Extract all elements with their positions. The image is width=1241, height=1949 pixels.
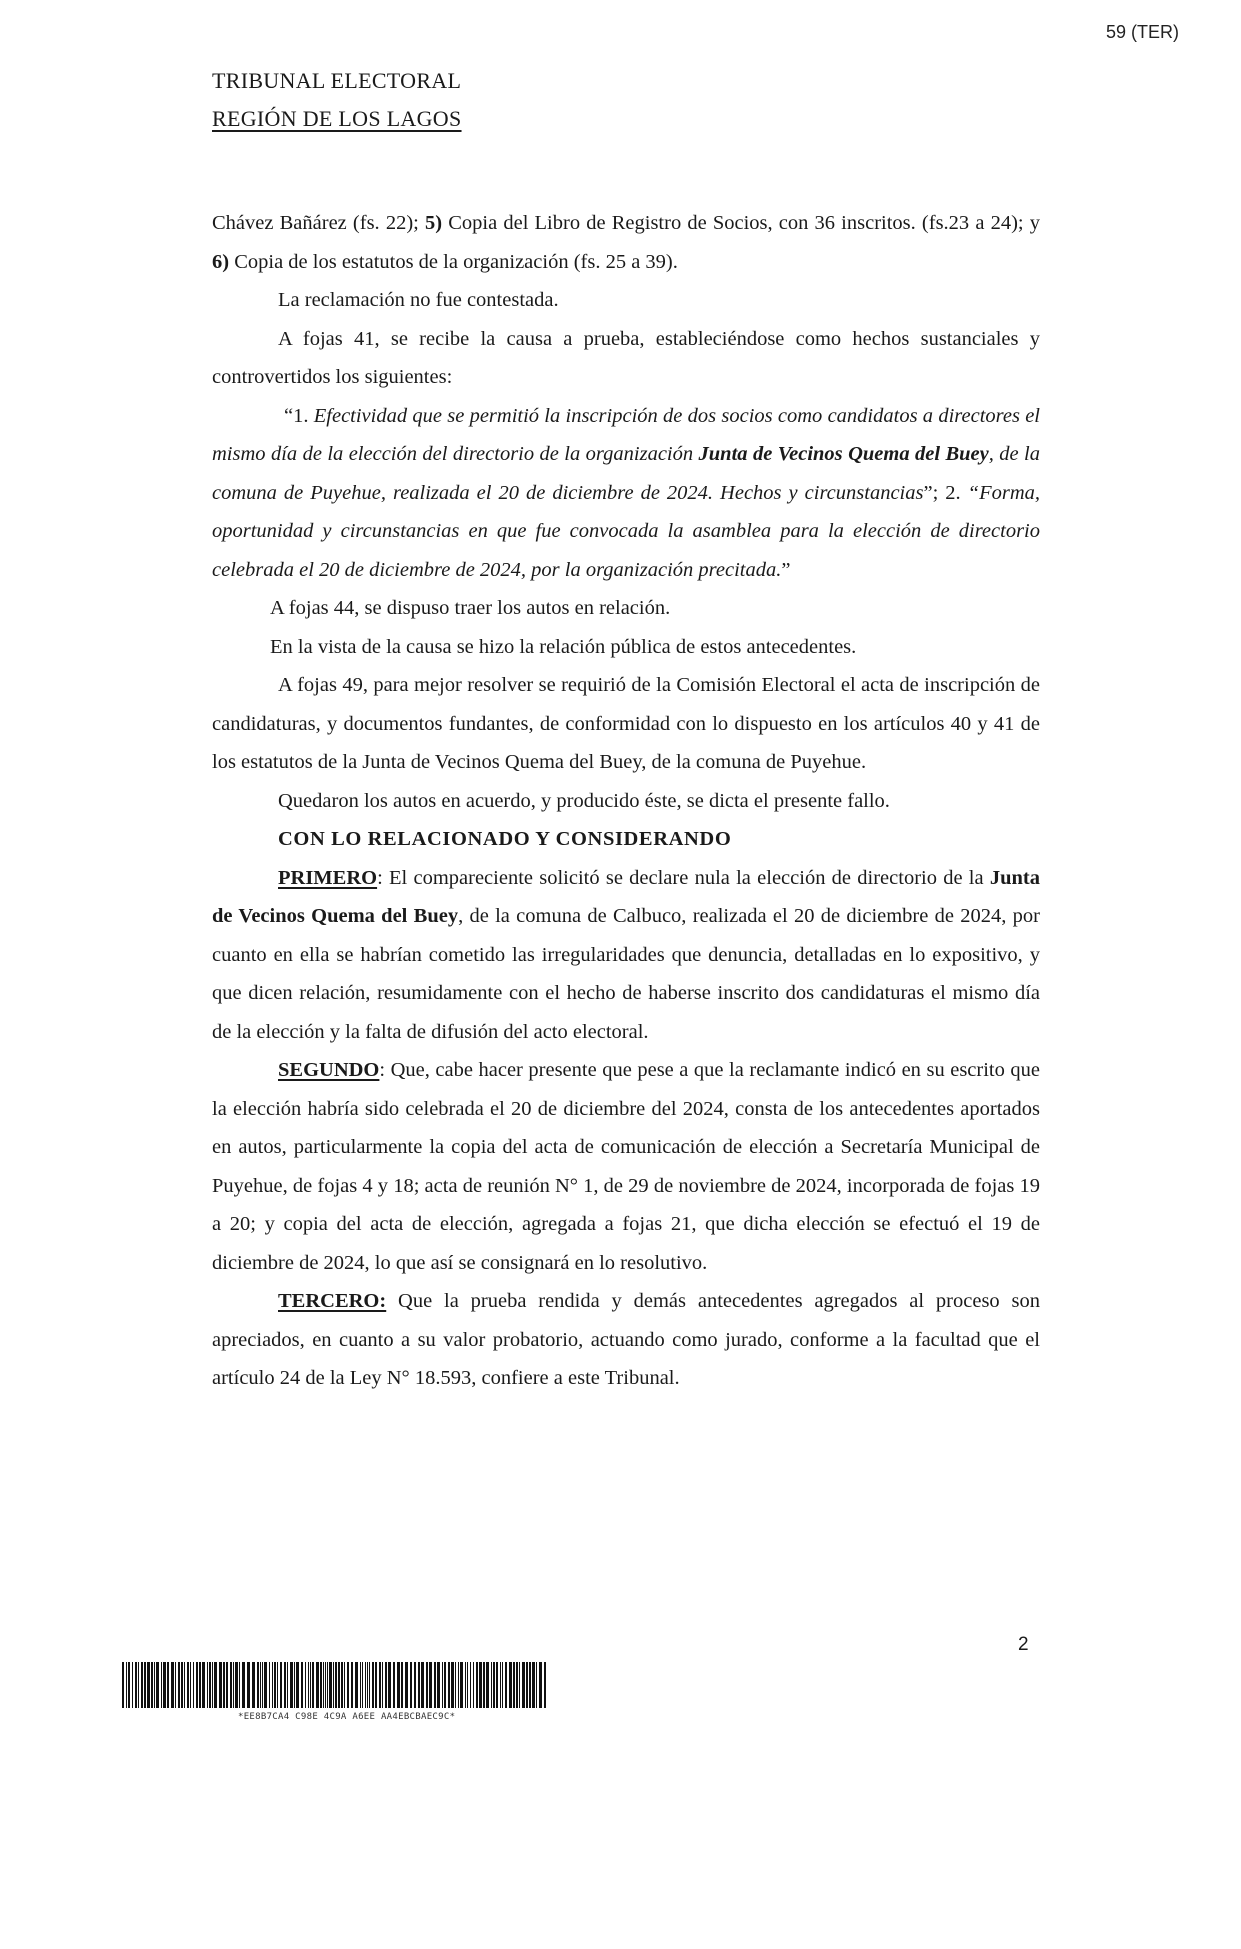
document-header: [212, 62, 462, 138]
paragraph-evidence: A fojas 41, se recibe la causa a prueba, estableciéndose como hechos sustanciales y controvertidos los siguientes:: [212, 327, 1040, 388]
paragraph-fojas-44: A fojas 44, se dispuso traer los autos en relación.: [270, 597, 671, 619]
considerando-segundo: SEGUNDO: Que, cabe hacer presente que pese a que la reclamante indicó en su escrito que la elección habría sido celebrada el 20 de diciembre del 2024, consta de los antecedentes aportados en autos, particularmente la copia del acta de comunicación de elección a Secretaría Municipal de Puyehue, de fojas 4 y 18; acta de reunión N° 1, de 29 de noviembre de 2024, incorporada de fojas 19 a 20; y copia del acta de elección, agregada a fojas 21, que dicha elección se efectuó el 19 de diciembre de 2024, lo que así se consignará en lo resolutivo.: [212, 1059, 1040, 1274]
section-heading: CON LO RELACIONADO Y CONSIDERANDO: [278, 828, 732, 850]
barcode: [122, 1662, 548, 1708]
header-region: REGIÓN DE LOS LAGOS: [212, 106, 462, 131]
paragraph-fojas-49: A fojas 49, para mejor resolver se requirió de la Comisión Electoral el acta de inscripción de candidaturas, y documentos fundantes, de conformidad con lo dispuesto en los artículos 40 y 41 de los estatutos de la Junta de Vecinos Quema del Buey, de la comuna de Puyehue.: [212, 674, 1040, 773]
quoted-facts: “1. Efectividad que se permitió la inscripción de dos socios como candidatos a directores el mismo día de la elección del directorio de la organización Junta de Vecinos Quema del Buey, de la comuna de Puyehue, realizada el 20 de diciembre de 2024. Hechos y circunstancias”; 2. “Forma, oportunidad y circunstancias en que fue convocada la asamblea para la elección de directorio celebrada el 20 de diciembre de 2024, por la organización precitada.”: [212, 404, 1041, 581]
folio-stamp: 59 (TER): [1105, 22, 1179, 42]
barcode-caption: *EE8B7CA4 C98E 4C9A A6EE AA4EBCBAEC9C*: [238, 1712, 456, 1722]
paragraph-hearing: En la vista de la causa se hizo la relación pública de estos antecedentes.: [270, 635, 857, 658]
document-body: [212, 204, 1040, 1398]
page-number: 2: [1018, 1634, 1029, 1655]
paragraph-no-contest: La reclamación no fue contestada.: [278, 289, 559, 311]
considerando-primero: PRIMERO: El compareciente solicitó se declare nula la elección de directorio de la Junta de Vecinos Quema del Buey, de la comuna de Calbuco, realizada el 20 de diciembre de 2024, por cuanto en ella se habrían cometido las irregularidades que denuncia, detalladas en lo expositivo, y que dicen relación, resumidamente con el hecho de haberse inscrito dos candidaturas el mismo día de la elección y la falta de difusión del acto electoral.: [212, 866, 1040, 1043]
considerando-tercero: TERCERO: Que la prueba rendida y demás antecedentes agregados al proceso son apreciados, en cuanto a su valor probatorio, actuando como jurado, conforme a la facultad que el artículo 24 de la Ley N° 18.593, confiere a este Tribunal.: [212, 1290, 1040, 1389]
header-court-name: TRIBUNAL ELECTORAL: [212, 68, 462, 93]
paragraph-agreement: Quedaron los autos en acuerdo, y producido éste, se dicta el presente fallo.: [278, 789, 890, 812]
paragraph-continuation: Chávez Bañárez (fs. 22); 5) Copia del Libro de Registro de Socios, con 36 inscritos. (fs.23 a 24); y 6) Copia de los estatutos de la organización (fs. 25 a 39).: [212, 212, 1040, 273]
